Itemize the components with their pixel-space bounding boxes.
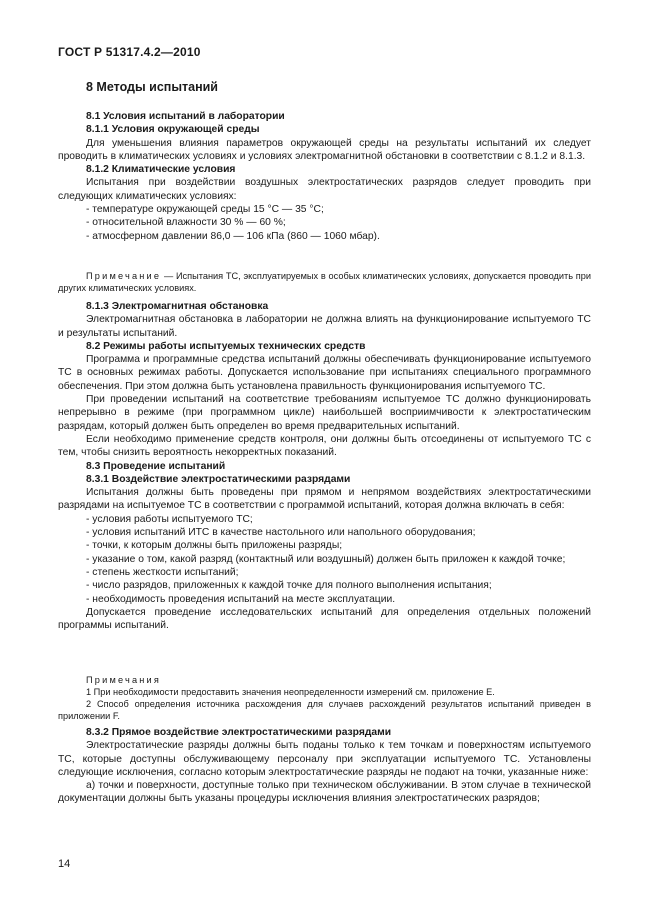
paragraph-8-3-2: Электростатические разряды должны быть поданы только к тем точкам и поверхностям испытуемого ТС, которые доступны обслуживающему персоналу при эксплуатации испытуемого ТС. Установлены следующие исключения, согласно которым электростатические разряды не подают на точки, указанные ниже:	[58, 740, 591, 778]
page-header: ГОСТ Р 51317.4.2—2010	[58, 45, 201, 59]
heading-8-1-1: 8.1.1 Условия окружающей среды	[86, 124, 260, 136]
list-item: - условия испытаний ИТС в качестве настольного или напольного оборудования;	[86, 527, 476, 539]
list-item: - число разрядов, приложенных к каждой точке для полного выполнения испытания;	[86, 580, 492, 592]
paragraph-8-2-c: Если необходимо применение средств контроля, они должны быть отсоединены от испытуемого ТС с тем, чтобы снизить вероятность некорректных показаний.	[58, 433, 591, 459]
paragraph-8-1-2: Испытания при воздействии воздушных электростатических разрядов следует проводить при следующих климатических условиях:	[58, 177, 591, 202]
heading-8-1-3: 8.1.3 Электромагнитная обстановка	[86, 301, 269, 312]
paragraph-8-2-a: Программа и программные средства испытаний должны обеспечивать функционирование испытуемого ТС в основных режимах работы. Допускается использование при испытаниях специального программного обеспечения. При этом должна быть установлена правильность функционирования испытуемого ТС.	[58, 354, 591, 392]
note-text: — Испытания ТС, эксплуатируемых в особых климатических условиях, допускается проводить при других климатических условиях.	[58, 271, 591, 293]
notes-block	[58, 674, 591, 722]
heading-8-1-2: 8.1.2 Климатические условия	[86, 164, 236, 176]
note-paragraph	[58, 270, 591, 294]
section-8-1	[58, 110, 591, 243]
list-item: - необходимость проведения испытаний на месте эксплуатации.	[86, 593, 396, 605]
heading-8-1: 8.1 Условия испытаний в лаборатории	[86, 111, 285, 122]
paragraph-8-3-1: Испытания должны быть проведены при прямом и непрямом воздействиях электростатическими разрядами на испытуемое ТС в соответствии с программой испытаний, которая должна включать в себя:	[58, 487, 591, 512]
list-item: - температуре окружающей среды 15 °С — 35 °С;	[86, 204, 324, 216]
paragraph-8-3-2-a: а) точки и поверхности, доступные только при техническом обслуживании. В этом случае в технической документации должны быть указаны процедуры исключения влияния электростатических разрядов;	[58, 780, 591, 805]
heading-8-2: 8.2 Режимы работы испытуемых технических средств	[86, 340, 366, 352]
paragraph-8-1-1: Для уменьшения влияния параметров окружающей среды на результаты испытаний их следует проводить в климатических условиях и условиях электромагнитной обстановки в соответствии с 8.1.2 и 8.1.3.	[58, 137, 591, 162]
list-item: - относительной влажности 30 % — 60 %;	[86, 217, 286, 229]
paragraph-8-2-b: При проведении испытаний на соответствие требованиям испытуемое ТС должно функционировать непрерывно в режиме (при программном цикле) наибольшей восприимчивости к электростатическим разрядам, который должен быть определен во время предварительных испытаний.	[58, 394, 591, 432]
list-item: - степень жесткости испытаний;	[86, 566, 239, 578]
note-item: 1 При необходимости предоставить значения неопределенности измерений см. приложение Е.	[86, 687, 495, 697]
page-number: 14	[58, 858, 71, 870]
note-item: 2 Способ определения источника расхождения для случаев расхождений результатов испытаний приведен в приложении F.	[58, 699, 591, 721]
heading-8-3-2: 8.3.2 Прямое воздействие электростатическими разрядами	[86, 727, 392, 738]
paragraph-8-3-1-b: Допускается проведение исследовательских испытаний для определения отдельных положений программы испытаний.	[58, 606, 591, 632]
list-item: - точки, к которым должны быть приложены разряды;	[86, 540, 343, 552]
section-title: 8 Методы испытаний	[86, 80, 218, 94]
section-8-3-2	[58, 726, 591, 806]
list-item: - указание о том, какой разряд (контактный или воздушный) должен быть приложен к каждой точке;	[86, 553, 566, 565]
paragraph-8-1-3: Электромагнитная обстановка в лаборатории не должна влиять на функционирование испытуемого ТС и результаты испытаний.	[58, 314, 591, 339]
notes-label: Примечания	[86, 675, 162, 685]
heading-8-3-1: 8.3.1 Воздействие электростатическими разрядами	[86, 473, 351, 485]
list-item: - условия работы испытуемого ТС;	[86, 513, 253, 525]
note-1	[58, 270, 591, 294]
heading-8-3: 8.3 Проведение испытаний	[86, 460, 226, 472]
list-item: - атмосферном давлении 86,0 — 106 кПа (860 — 1060 мбар).	[86, 230, 380, 242]
note-label: Примечание	[86, 271, 162, 281]
section-8-1-3-to-8-3-1	[58, 300, 591, 632]
